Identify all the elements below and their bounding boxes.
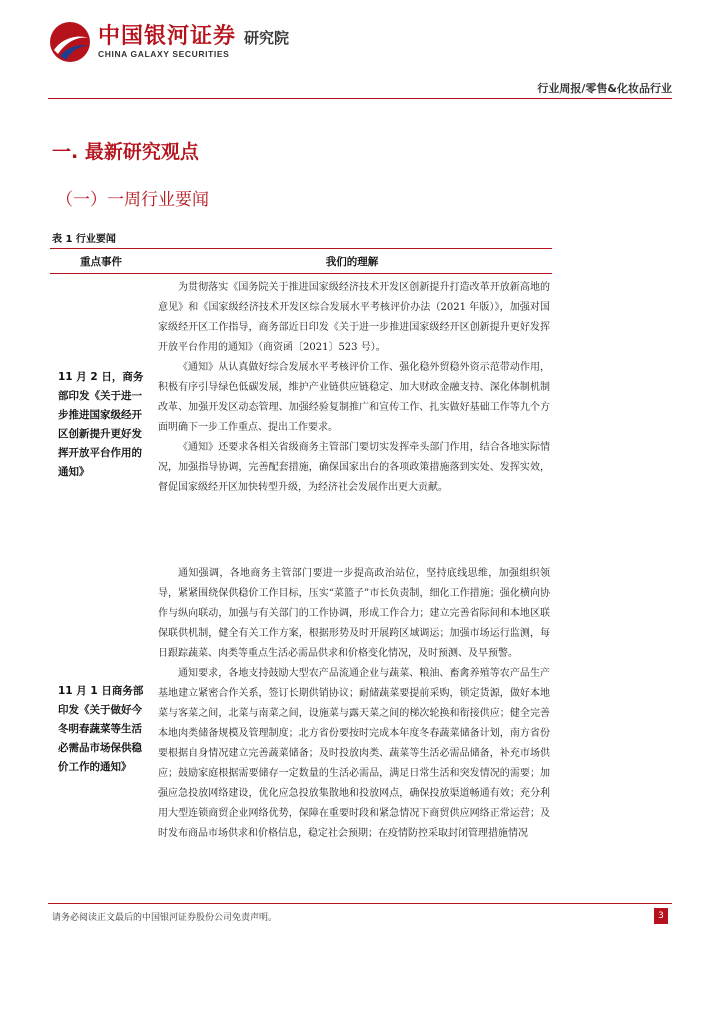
description-paragraph: 为贯彻落实《国务院关于推进国家级经济技术开发区创新提升打造改革开放新高地的意见》和《国家级经济技术开发区综合发展水平考核评价办法（2021 年版）》，加强对国家级经开区工作指导，商务部近日印发《关于进一步推进国家级经开区创新提升更好发挥开放平台作用的通知》（商资函〔2021〕523 号）。 — [158, 282, 550, 353]
event-cell: 11 月 1 日商务部印发《关于做好今冬明春蔬菜等生活必需品市场保供稳价工作的通知》 — [58, 685, 144, 773]
header-divider — [48, 98, 672, 99]
description-paragraph: 《通知》还要求各相关省级商务主管部门要切实发挥牵头部门作用，结合各地实际情况，加强指导协调，完善配套措施，确保国家出台的各项政策措施落到实处、发挥实效，督促国家级经开区加快转型升级，为经济社会发展作出更大贡献。 — [158, 442, 550, 493]
footer-divider — [48, 903, 672, 904]
page-number: 3 — [654, 908, 668, 924]
disclaimer: 请务必阅读正文最后的中国银河证券股份公司免责声明。 — [52, 913, 278, 923]
event-cell: 11 月 2 日，商务部印发《关于进一步推进国家级经开区创新提升更好发挥开放平台作用的通知》 — [58, 371, 144, 478]
description-paragraph: 通知强调，各地商务主管部门要进一步提高政治站位，坚持底线思维，加强组织领导，紧紧围绕保供稳价工作目标，压实“菜篮子”市长负责制，细化工作措施；强化横向协作与纵向联动，加强与有关部门的工作协调，形成工作合力；建立完善省际间和本地区联保联供机制，健全有关工作方案，根据形势及时开展跨区域调运；加强市场运行监测，每日跟踪蔬菜、肉类等重点生活必需品供求和价格变化情况，及时预测、及早预警。 — [158, 568, 550, 659]
description-paragraph: 《通知》从认真做好综合发展水平考核评价工作、强化稳外贸稳外资示范带动作用，积极有序引导绿色低碳发展，维护产业链供应链稳定、加大财政金融支持、深化体制机制改革、加强开发区动态管理、加强经验复制推广和宣传工作、扎实做好基础工作等九个方面明确下一步工作重点、提出工作要求。 — [158, 362, 550, 433]
company-logo — [48, 20, 289, 64]
description-cell — [150, 564, 550, 844]
page-header — [0, 0, 724, 100]
logo-cn-text: 中国银河证券 — [98, 24, 237, 49]
news-table — [50, 248, 552, 839]
description-cell — [150, 278, 550, 498]
header-event: 重点事件 — [80, 255, 122, 268]
subsection-heading: （一）一周行业要闻 — [56, 190, 209, 210]
institute-label: 研究院 — [244, 28, 290, 47]
galaxy-logo-icon — [48, 20, 92, 64]
description-paragraph: 通知要求，各地支持鼓励大型农产品流通企业与蔬菜、粮油、畜禽养殖等农产品生产基地建立紧密合作关系，签订长期供销协议；耐储蔬菜要提前采购，锁定货源，做好本地菜与客菜之间，北菜与南菜之间，设施菜与露天菜之间的梯次轮换和衔接供应；健全完善本地肉类储备规模及管理制度；北方省份要按时完成本年度冬春蔬菜储备计划，南方省份要根据自身情况建立完善蔬菜储备；及时投放肉类、蔬菜等生活必需品储备，补充市场供应；鼓励家庭根据需要储存一定数量的生活必需品，满足日常生活和突发情况的需要；加强应急投放网络建设，优化应急投放集散地和投放网点，确保投放渠道畅通有效；充分利用大型连锁商贸企业网络优势，保障在重要时段和紧急情况下商贸供应网络正常运营；及时发布商品市场供求和价格信息，稳定社会预期；在疫情防控采取封闭管理措施情况 — [158, 668, 550, 839]
table-caption: 表 1 行业要闻 — [52, 234, 116, 245]
report-type: 行业周报/零售&化妆品行业 — [537, 82, 672, 95]
logo-en-text: CHINA GALAXY SECURITIES — [98, 49, 230, 59]
header-understanding: 我们的理解 — [325, 255, 379, 268]
section-heading: 一. 最新研究观点 — [52, 141, 199, 163]
table-header — [50, 248, 552, 274]
table-row — [50, 564, 552, 844]
table-row — [50, 278, 552, 498]
